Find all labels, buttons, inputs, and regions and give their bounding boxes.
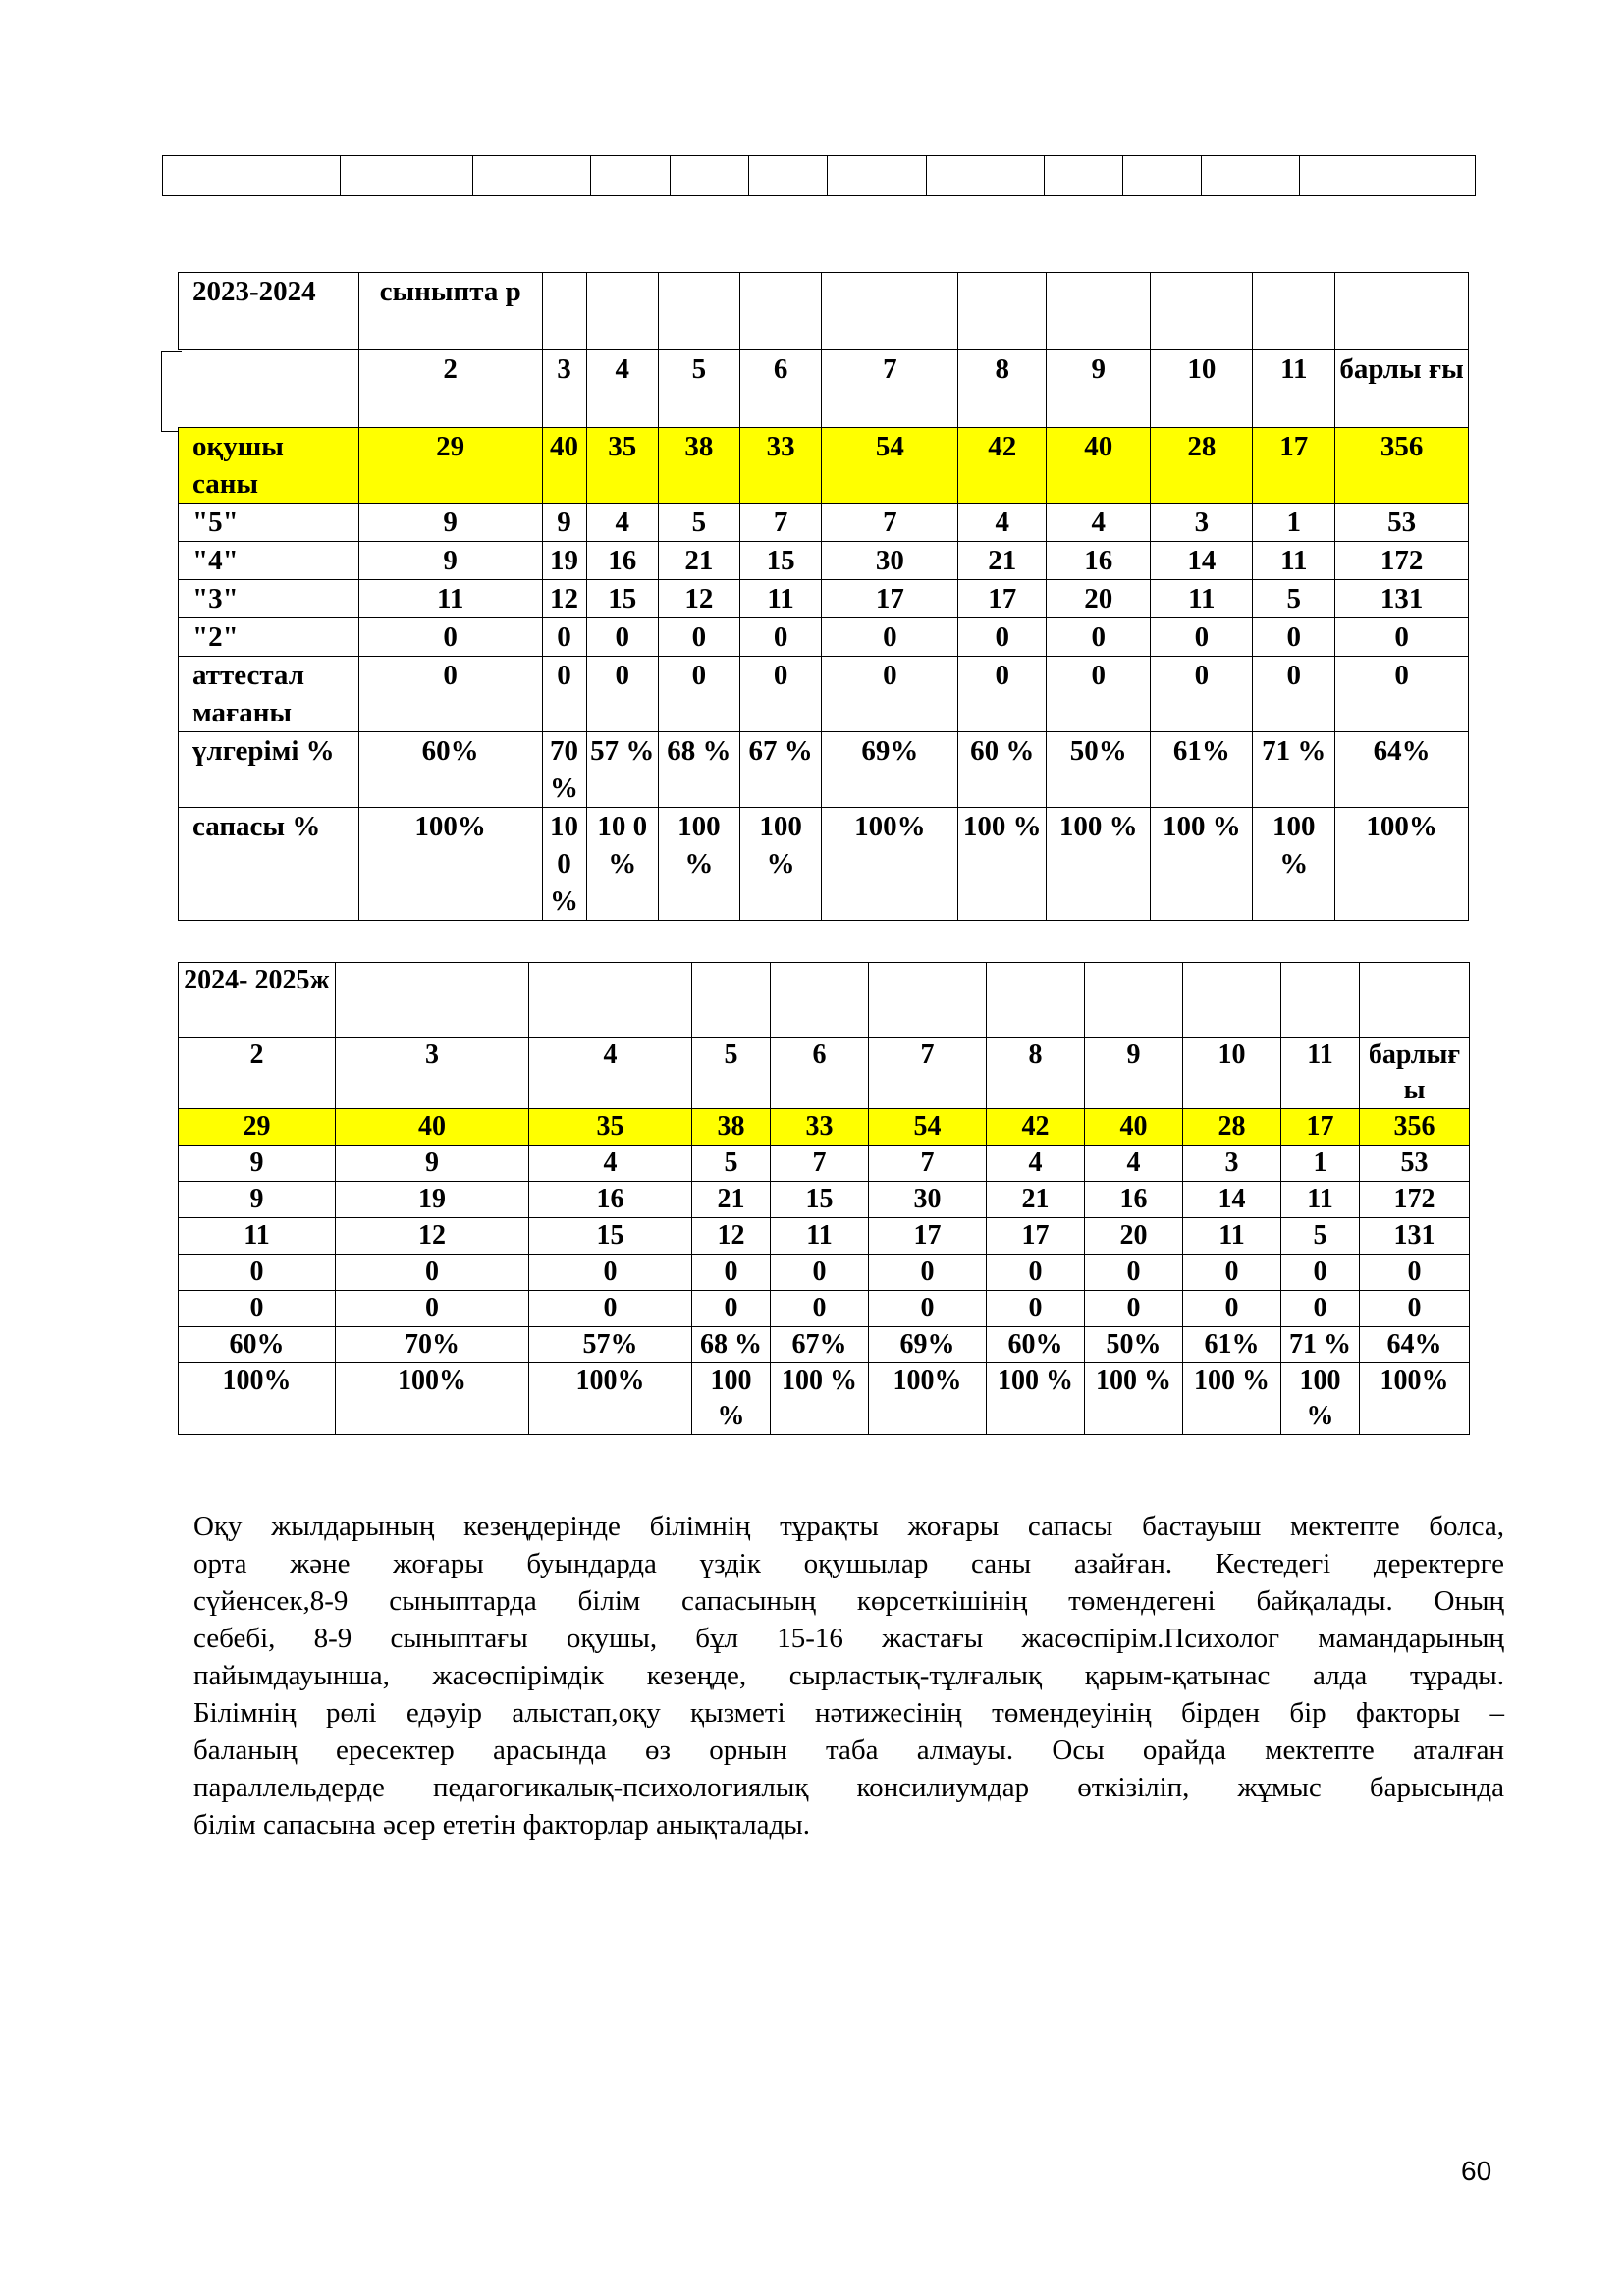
col-header: 8 <box>958 350 1047 428</box>
table-cell: 0 <box>529 1291 692 1327</box>
table-cell: 7 <box>822 504 958 542</box>
col-header: 6 <box>739 350 822 428</box>
table-cell: 33 <box>739 428 822 504</box>
table-cell: 0 <box>529 1255 692 1291</box>
table-row <box>179 732 1469 808</box>
table-cell: 70% <box>336 1327 529 1363</box>
table-cell: 0 <box>1085 1291 1183 1327</box>
table-cell: 100 % <box>1151 808 1253 921</box>
table-cell: 0 <box>586 657 659 732</box>
table-cell: 30 <box>822 542 958 580</box>
paragraph-line: білім сапасына әсер ететін факторлар анықталады. <box>193 1809 811 1841</box>
table-cell: 11 <box>771 1218 869 1255</box>
table-cell: 4 <box>1047 504 1151 542</box>
col-header: 10 <box>1183 1038 1281 1109</box>
table-row <box>179 504 1469 542</box>
table-cell: 11 <box>739 580 822 618</box>
col-header: 11 <box>1281 1038 1360 1109</box>
table-cell: 69% <box>869 1327 987 1363</box>
table-cell: 0 <box>336 1291 529 1327</box>
page-number: 60 <box>1461 2156 1492 2186</box>
table-cell: 9 <box>179 1146 336 1182</box>
table-cell: 0 <box>1281 1291 1360 1327</box>
table-cell: 4 <box>1085 1146 1183 1182</box>
table-cell: 9 <box>336 1146 529 1182</box>
table-cell: 64% <box>1335 732 1469 808</box>
table-cell: 53 <box>1335 504 1469 542</box>
table-cell: 42 <box>958 428 1047 504</box>
table-cell: 100% <box>1360 1363 1470 1435</box>
table-cell: 40 <box>1085 1109 1183 1146</box>
table-cell: 0 <box>1335 657 1469 732</box>
table-cell: 100 % <box>771 1363 869 1435</box>
table-cell: 35 <box>529 1109 692 1146</box>
table-cell: 0 <box>1047 657 1151 732</box>
table-row <box>179 1109 1470 1146</box>
table-cell: 0 <box>542 618 586 657</box>
table-cell: 0 <box>659 657 740 732</box>
table-cell: 42 <box>987 1109 1085 1146</box>
table-cell: 0 <box>1253 657 1335 732</box>
table-row <box>179 657 1469 732</box>
row-label: "3" <box>179 580 359 618</box>
table-cell: 0 <box>822 618 958 657</box>
table-cell: 4 <box>586 504 659 542</box>
table-cell: 71 % <box>1281 1327 1360 1363</box>
col-header: 5 <box>659 350 740 428</box>
table-cell: 0 <box>336 1255 529 1291</box>
table-cell: 100 % <box>1253 808 1335 921</box>
table-cell: 0 <box>1360 1255 1470 1291</box>
table-cell: 16 <box>1085 1182 1183 1218</box>
col-header: 3 <box>542 350 586 428</box>
table-cell: 4 <box>987 1146 1085 1182</box>
row-label: "2" <box>179 618 359 657</box>
paragraph-line: Оқу жылдарының кезеңдерінде білімнің тұрақты жоғары сапасы бастауыш мектепте болса, <box>193 1511 1504 1542</box>
col-header: 6 <box>771 1038 869 1109</box>
table-cell: 20 <box>1047 580 1151 618</box>
table-cell: 7 <box>771 1146 869 1182</box>
table-cell: 17 <box>958 580 1047 618</box>
empty-header-table <box>162 155 1476 196</box>
row-label: оқушы саны <box>179 428 359 504</box>
table-cell: 100 % <box>958 808 1047 921</box>
table-row <box>179 580 1469 618</box>
table-cell: 11 <box>1151 580 1253 618</box>
col-header: барлығ ы <box>1360 1038 1470 1109</box>
table-cell: 14 <box>1183 1182 1281 1218</box>
table-cell: 0 <box>1047 618 1151 657</box>
table-row <box>179 1255 1470 1291</box>
table-row <box>179 808 1469 921</box>
table-cell: 19 <box>336 1182 529 1218</box>
table-cell: 0 <box>586 618 659 657</box>
table-cell: 28 <box>1151 428 1253 504</box>
col-header: 9 <box>1085 1038 1183 1109</box>
table-cell: 28 <box>1183 1109 1281 1146</box>
table-cell: 40 <box>542 428 586 504</box>
year-cell: 2024- 2025ж <box>179 963 336 1038</box>
col-header: 10 <box>1151 350 1253 428</box>
table-cell: 12 <box>692 1218 771 1255</box>
table-cell: 9 <box>542 504 586 542</box>
table-cell: 5 <box>1253 580 1335 618</box>
table-cell: 67% <box>771 1327 869 1363</box>
header-row-2 <box>179 350 1469 428</box>
table-cell: 0 <box>771 1255 869 1291</box>
classes-label: сыныпта р <box>358 273 542 350</box>
col-header: барлы ғы <box>1335 350 1469 428</box>
table-cell: 0 <box>358 618 542 657</box>
table-cell: 0 <box>1151 657 1253 732</box>
col-header: 7 <box>869 1038 987 1109</box>
table-cell: 67 % <box>739 732 822 808</box>
table-cell: 17 <box>822 580 958 618</box>
table-cell: 3 <box>1151 504 1253 542</box>
table-cell: 100 % <box>987 1363 1085 1435</box>
table-cell: 100% <box>1335 808 1469 921</box>
header-row-1 <box>179 963 1470 1038</box>
table-cell: 100% <box>869 1363 987 1435</box>
col-header: 3 <box>336 1038 529 1109</box>
table-cell: 10 0 % <box>586 808 659 921</box>
table-cell: 100% <box>358 808 542 921</box>
table-cell: 0 <box>542 657 586 732</box>
table-cell: 0 <box>1183 1291 1281 1327</box>
table-cell: 12 <box>336 1218 529 1255</box>
table-cell: 17 <box>1253 428 1335 504</box>
table-row <box>179 1363 1470 1435</box>
table-cell: 100% <box>822 808 958 921</box>
table-cell: 21 <box>692 1182 771 1218</box>
table-body <box>179 1109 1470 1435</box>
table-cell: 57 % <box>586 732 659 808</box>
year-cell: 2023-2024 <box>179 273 359 350</box>
table-cell: 100 % <box>739 808 822 921</box>
row-label: "4" <box>179 542 359 580</box>
results-table-2024-2025 <box>178 962 1470 1435</box>
table-cell: 16 <box>586 542 659 580</box>
table-cell: 70 % <box>542 732 586 808</box>
col-header: 7 <box>822 350 958 428</box>
table-cell: 100% <box>179 1363 336 1435</box>
table-cell: 0 <box>1253 618 1335 657</box>
table-cell: 1 <box>1281 1146 1360 1182</box>
table-cell: 14 <box>1151 542 1253 580</box>
table-row <box>179 1182 1470 1218</box>
table-cell: 11 <box>179 1218 336 1255</box>
header-row-1 <box>179 273 1469 350</box>
table-cell: 15 <box>739 542 822 580</box>
table-cell: 17 <box>869 1218 987 1255</box>
row-label: сапасы % <box>179 808 359 921</box>
table-cell: 100 % <box>692 1363 771 1435</box>
table-cell: 60% <box>179 1327 336 1363</box>
table-cell: 0 <box>987 1255 1085 1291</box>
table-cell: 21 <box>987 1182 1085 1218</box>
col-header: 8 <box>987 1038 1085 1109</box>
table-cell: 100 % <box>1047 808 1151 921</box>
row-label: аттестал мағаны <box>179 657 359 732</box>
table-row <box>179 618 1469 657</box>
table-cell: 0 <box>869 1255 987 1291</box>
table-cell: 11 <box>1281 1182 1360 1218</box>
table-cell: 61% <box>1151 732 1253 808</box>
table-cell: 0 <box>1360 1291 1470 1327</box>
analysis-paragraph <box>193 1508 1504 1843</box>
table-cell: 131 <box>1360 1218 1470 1255</box>
table-cell: 60 % <box>958 732 1047 808</box>
table-row <box>179 428 1469 504</box>
table-cell: 172 <box>1360 1182 1470 1218</box>
table-cell: 9 <box>179 1182 336 1218</box>
table-cell: 172 <box>1335 542 1469 580</box>
table-cell: 356 <box>1335 428 1469 504</box>
table-cell: 57% <box>529 1327 692 1363</box>
table-row <box>179 1291 1470 1327</box>
table-cell: 100 % <box>1183 1363 1281 1435</box>
table-cell: 50% <box>1085 1327 1183 1363</box>
table-row <box>179 1327 1470 1363</box>
table-cell: 21 <box>659 542 740 580</box>
table-cell: 54 <box>869 1109 987 1146</box>
table-body <box>179 428 1469 921</box>
table-cell: 0 <box>1281 1255 1360 1291</box>
table-cell: 12 <box>542 580 586 618</box>
paragraph-line: пайымдауынша, жасөспірімдік кезеңде, сырластық-тұлғалық қарым-қатынас алда тұрады. <box>193 1660 1504 1691</box>
table-cell: 5 <box>1281 1218 1360 1255</box>
paragraph-line: себебі, 8-9 сыныптағы оқушы, бұл 15-16 жастағы жасөспірім.Психолог мамандарының <box>193 1623 1504 1654</box>
table-cell: 0 <box>1183 1255 1281 1291</box>
table-cell: 40 <box>1047 428 1151 504</box>
table-cell: 0 <box>987 1291 1085 1327</box>
table-cell: 20 <box>1085 1218 1183 1255</box>
table-cell: 68 % <box>659 732 740 808</box>
table-cell: 12 <box>659 580 740 618</box>
table-cell: 0 <box>739 657 822 732</box>
table-cell: 356 <box>1360 1109 1470 1146</box>
table-cell: 33 <box>771 1109 869 1146</box>
table-cell: 0 <box>822 657 958 732</box>
table-cell: 0 <box>869 1291 987 1327</box>
table-cell: 15 <box>771 1182 869 1218</box>
paragraph-line: баланың ересектер арасында өз орнын таба алмауы. Осы орайда мектепте аталған <box>193 1735 1504 1766</box>
paragraph-line: сүйенсек,8-9 сыныптарда білім сапасының көрсеткішінің төмендегені байқалады. Оның <box>193 1585 1504 1617</box>
table-cell: 100 % <box>1281 1363 1360 1435</box>
row-label: үлгерімі % <box>179 732 359 808</box>
table-cell: 1 <box>1253 504 1335 542</box>
empty-row <box>163 156 1476 196</box>
table-cell: 29 <box>179 1109 336 1146</box>
table-cell: 7 <box>869 1146 987 1182</box>
col-header: 4 <box>586 350 659 428</box>
table-cell: 38 <box>692 1109 771 1146</box>
table-cell: 17 <box>987 1218 1085 1255</box>
table-cell: 68 % <box>692 1327 771 1363</box>
table-cell: 15 <box>586 580 659 618</box>
table-cell: 71 % <box>1253 732 1335 808</box>
table-cell: 11 <box>358 580 542 618</box>
paragraph-line: параллельдерде педагогикалық-психологиялық консилиумдар өткізіліп, жұмыс барысында <box>193 1772 1504 1803</box>
table-cell: 131 <box>1335 580 1469 618</box>
table-cell: 60% <box>358 732 542 808</box>
header-row-2 <box>179 1038 1470 1109</box>
table-cell: 9 <box>358 504 542 542</box>
table-cell: 0 <box>692 1255 771 1291</box>
table-row <box>179 1218 1470 1255</box>
table-cell: 0 <box>771 1291 869 1327</box>
table-cell: 0 <box>1335 618 1469 657</box>
table-cell: 0 <box>692 1291 771 1327</box>
col-header: 5 <box>692 1038 771 1109</box>
table-cell: 19 <box>542 542 586 580</box>
table-cell: 5 <box>659 504 740 542</box>
paragraph-line: орта және жоғары буындарда үздік оқушылар саны азайған. Кестедегі деректерге <box>193 1548 1504 1579</box>
table-cell: 5 <box>692 1146 771 1182</box>
table-cell: 9 <box>358 542 542 580</box>
table-cell: 38 <box>659 428 740 504</box>
table-row <box>179 1146 1470 1182</box>
table-cell: 0 <box>179 1291 336 1327</box>
col-header: 2 <box>179 1038 336 1109</box>
table-cell: 4 <box>529 1146 692 1182</box>
table-cell: 54 <box>822 428 958 504</box>
table-cell: 3 <box>1183 1146 1281 1182</box>
table-cell: 0 <box>358 657 542 732</box>
table-cell: 15 <box>529 1218 692 1255</box>
paragraph-line: Білімнің рөлі едәуір алыстап,оқу қызметі нәтижесінің төмендеуінің бірден бір факторы – <box>193 1697 1504 1729</box>
col-header: 11 <box>1253 350 1335 428</box>
table-cell: 11 <box>1183 1218 1281 1255</box>
table-cell: 64% <box>1360 1327 1470 1363</box>
table-cell: 100 % <box>1085 1363 1183 1435</box>
table-cell: 100% <box>529 1363 692 1435</box>
table-cell: 11 <box>1253 542 1335 580</box>
table-cell: 0 <box>179 1255 336 1291</box>
col-header: 2 <box>358 350 542 428</box>
table-cell: 0 <box>958 657 1047 732</box>
table-cell: 21 <box>958 542 1047 580</box>
table-cell: 29 <box>358 428 542 504</box>
results-table-2023-2024 <box>178 272 1469 921</box>
table-cell: 17 <box>1281 1109 1360 1146</box>
table-cell: 35 <box>586 428 659 504</box>
table-cell: 100 % <box>659 808 740 921</box>
col-header: 4 <box>529 1038 692 1109</box>
table-cell: 7 <box>739 504 822 542</box>
table-cell: 60% <box>987 1327 1085 1363</box>
row-label: "5" <box>179 504 359 542</box>
table-cell: 50% <box>1047 732 1151 808</box>
table-cell: 10 0 % <box>542 808 586 921</box>
table-cell: 0 <box>1151 618 1253 657</box>
table-cell: 0 <box>958 618 1047 657</box>
table-cell: 4 <box>958 504 1047 542</box>
table-row <box>179 542 1469 580</box>
table-cell: 16 <box>529 1182 692 1218</box>
table-cell: 61% <box>1183 1327 1281 1363</box>
col-header: 9 <box>1047 350 1151 428</box>
table-cell: 40 <box>336 1109 529 1146</box>
table-cell: 53 <box>1360 1146 1470 1182</box>
table-cell: 0 <box>659 618 740 657</box>
table-cell: 0 <box>1085 1255 1183 1291</box>
table-cell: 0 <box>739 618 822 657</box>
table-cell: 30 <box>869 1182 987 1218</box>
table-cell: 100% <box>336 1363 529 1435</box>
table-cell: 69% <box>822 732 958 808</box>
table-cell: 16 <box>1047 542 1151 580</box>
